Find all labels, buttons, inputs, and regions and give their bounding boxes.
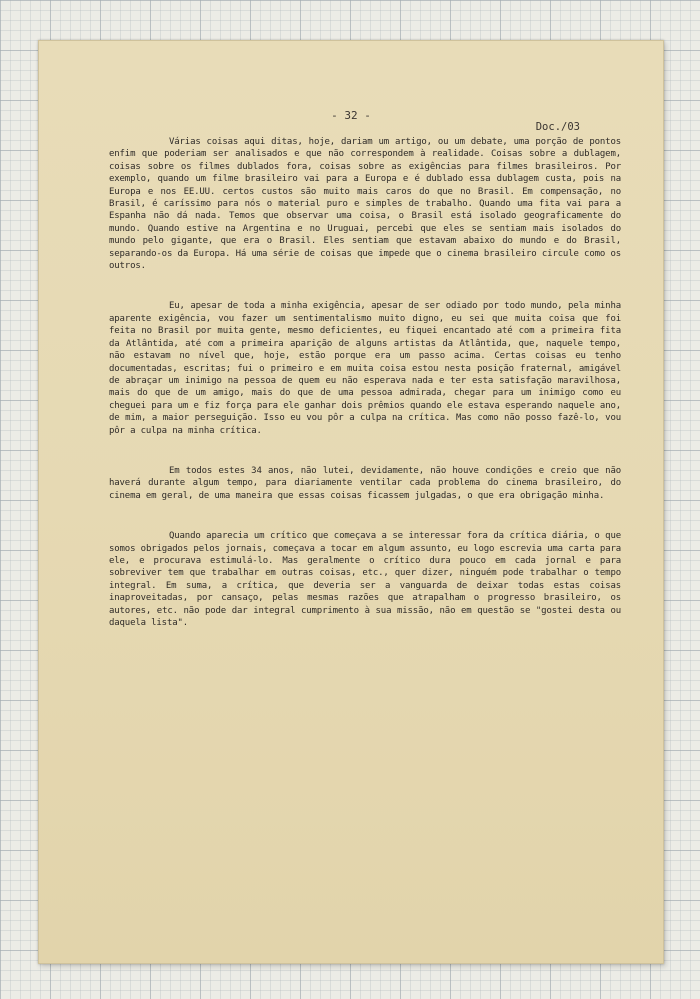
typewritten-page (38, 40, 664, 964)
page-number: - 32 - (331, 109, 371, 122)
paragraph-4: Quando aparecia um crítico que começava a se interessar fora da crítica diária, o que somos obrigados pelos jornais, começava a tocar em algum assunto, eu logo escrevia uma carta para ele, e procurava estimulá-lo. Mas geralmente o crítico dura pouco em cada jornal e para sobreviver tem que trabalhar em outras coisas, etc., quer dizer, ninguém pode trabalhar o tempo integral. Em suma, a crítica, que deveria ser a vanguarda de deixar todas estas coisas inaproveitadas, por cansaço, pelas mesmas razões que atrapalham o progresso brasileiro, os autores, etc. não pode dar integral cumprimento à sua missão, não em questão se "gostei desta ou daquela lista". (109, 531, 621, 628)
paragraph-2: Eu, apesar de toda a minha exigência, apesar de ser odiado por todo mundo, pela minha aparente exigência, vou fazer um sentimentalismo muito digno, eu sei que muita coisa que foi feita no Brasil por muita gente, mesmo deficientes, eu fiquei encantado até com a primeira fita da Atlântida, até com a primeira aparição de alguns artistas da Atlântida, que, naquele tempo, não estavam no nível que, hoje, estão porque era um passo acima. Certas coisas eu tenho documentadas, escritas; fui o primeiro e em muita coisa estou nesta posição fraternal, amigável de abraçar um inimigo na pessoa de quem eu não esperava nada e ter esta satisfação maravilhosa, mais do que de um amigo, mais do que de uma pessoa admirada, chegar para um inimigo como eu cheguei para um e fiz força para ele ganhar dois prêmios quando ele estava esperando naquele ano, de mim, a maior perseguição. Isso eu vou pôr a culpa na crítica. Mas como não posso fazê-lo, vou pôr a culpa na minha crítica. (109, 301, 621, 436)
body-text (109, 136, 621, 657)
paragraph-1: Várias coisas aqui ditas, hoje, dariam um artigo, ou um debate, uma porção de pontos enfim que poderiam ser analisados e que não correspondem à realidade. Coisas sobre a dublagem, coisas sobre os filmes dublados fora, coisas sobre as exigências para filmes brasileiros. Por exemplo, quando um filme brasileiro vai para a Europa e é dublado essa dublagem custa, pois na Europa e nos EE.UU. certos custos são muito mais caros do que no Brasil. Em compensação, no Brasil, é caríssimo para nós o material puro e simples de trabalho. Quando uma fita vai para a Espanha não dá nada. Temos que observar uma coisa, o Brasil está isolado geograficamente do mundo. Quando estive na Argentina e no Uruguai, percebi que eles se sentiam mais isolados do mundo pelo gigante, que era o Brasil. Eles sentiam que estavam abaixo do mundo e do Brasil, separando-os da Europa. Há uma série de coisas que impede que o cinema brasileiro circule como os outros. (109, 137, 621, 272)
paragraph-3: Em todos estes 34 anos, não lutei, devidamente, não houve condições e creio que não haverá durante algum tempo, para diariamente ventilar cada problema do cinema brasileiro, do cinema em geral, de uma maneira que essas coisas ficassem julgadas, o que era obrigação minha. (109, 465, 621, 501)
document-reference: Doc./03 (535, 121, 580, 133)
